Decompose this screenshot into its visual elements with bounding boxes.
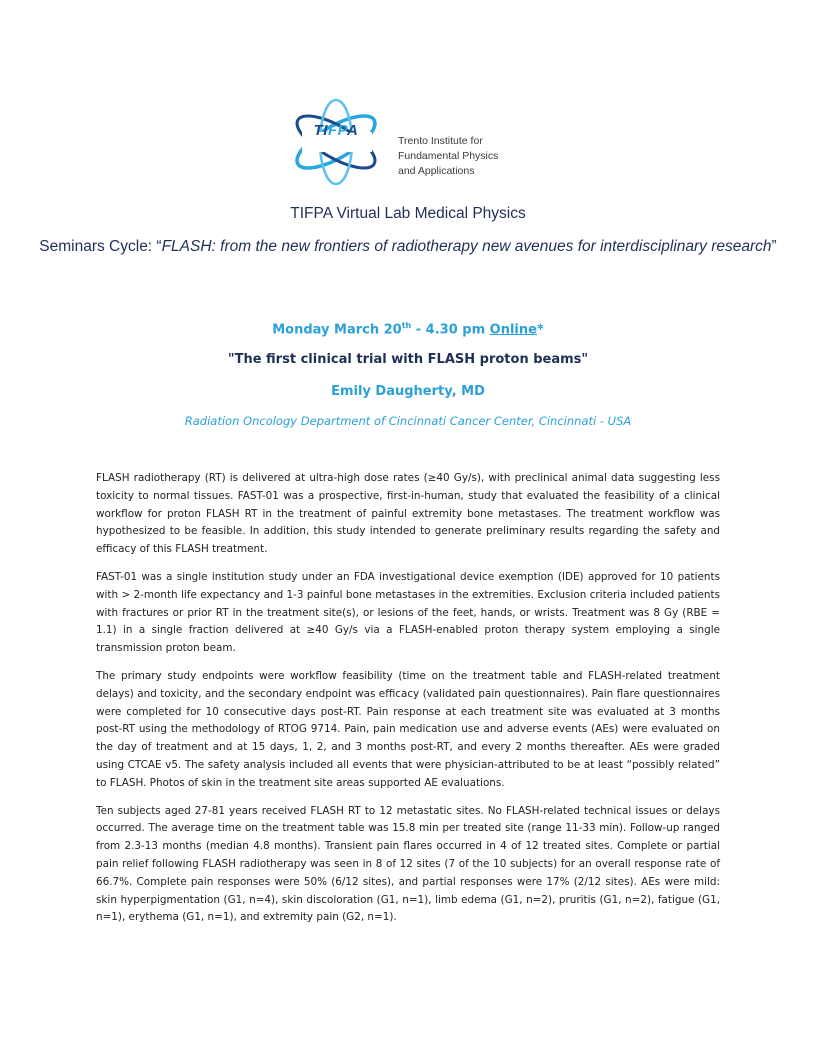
- abstract-paragraph: FLASH radiotherapy (RT) is delivered at ultra-high dose rates (≥40 Gy/s), with preclinical animal data suggesting less toxicity to normal tissues. FAST-01 was a prospective, first-in-human, study that evaluated the feasibility of a clinical workflow for proton FLASH RT in the treatment of painful extremity bone metastases. The treatment workflow was hypothesized to be feasible. In addition, this study intended to generate preliminary results regarding the safety and efficacy of this FLASH treatment.: [96, 472, 720, 556]
- logo-institute-name: [398, 134, 498, 179]
- event-date: Monday March 20th - 4.30 pm Online*: [272, 321, 544, 338]
- logo-wordmark: TIFPA: [313, 122, 359, 139]
- abstract: [96, 470, 720, 937]
- abstract-paragraph: Ten subjects aged 27-81 years received FLASH RT to 12 metastatic sites. No FLASH-related technical issues or delays occurred. The average time on the treatment table was 15.8 min per treated site (range 11-33 min). Follow-up ranged from 2.3-13 months (median 4.8 months). Transient pain flares occurred in 4 of 12 treated sites. Complete or partial pain relief following FLASH radiotherapy was seen in 8 of 12 sites (7 of the 10 subjects) for an overall response rate of 66.7%. Complete pain responses were 50% (6/12 sites), and partial responses were 17% (2/12 sites). AEs were mild: skin hyperpigmentation (G1, n=4), skin discoloration (G1, n=1), limb edema (G1, n=2), pruritis (G1, n=2), fatigue (G1, n=1), erythema (G1, n=1), and extremity pain (G2, n=1).: [96, 804, 720, 924]
- abstract-paragraph: The primary study endpoints were workflow feasibility (time on the treatment table and FLASH-related treatment delays) and toxicity, and the secondary endpoint was efficacy (validated pain questionnaires). Pain flare questionnaires were completed for 10 consecutive days post-RT. Pain response at each treatment site was evaluated at 3 months post-RT using the methodology of RTOG 9714. Pain, pain medication use and adverse events (AEs) were evaluated on the day of treatment and at 15 days, 1, 2, and 3 months post-RT, and every 2 months thereafter. AEs were graded using CTCAE v5. The safety analysis included all events that were physician-attributed to be at least “possibly related” to FLASH. Photos of skin in the treatment site areas supported AE evaluations.: [96, 669, 720, 789]
- logo-line: Fundamental Physics: [398, 150, 499, 162]
- talk-title: "The first clinical trial with FLASH proton beams": [227, 352, 589, 367]
- atom-orbit-icon: [288, 96, 398, 188]
- speaker-affiliation: Radiation Oncology Department of Cincinnati Cancer Center, Cincinnati - USA: [184, 414, 632, 428]
- logo-line: Trento Institute for: [398, 135, 483, 147]
- seminar-cycle-title: Seminars Cycle: “FLASH: from the new frontiers of radiotherapy new avenues for interdisciplinary research”: [39, 238, 777, 255]
- online-link[interactable]: Online: [489, 322, 537, 338]
- lab-title: TIFPA Virtual Lab Medical Physics: [290, 205, 526, 222]
- logo-line: and Applications: [398, 165, 475, 177]
- tifpa-logo: [288, 96, 528, 188]
- speaker-name: Emily Daugherty, MD: [331, 384, 485, 399]
- abstract-paragraph: FAST-01 was a single institution study under an FDA investigational device exemption (IDE) approved for 10 patients with > 2-month life expectancy and 1-3 painful bone metastases in the extremities. Exclusion criteria included patients with fractures or prior RT in the treatment site(s), or lesions of the feet, hands, or wrists. Treatment was 8 Gy (RBE = 1.1) in a single fraction delivered at ≥40 Gy/s via a FLASH-enabled proton therapy system employing a single transmission proton beam.: [96, 570, 720, 655]
